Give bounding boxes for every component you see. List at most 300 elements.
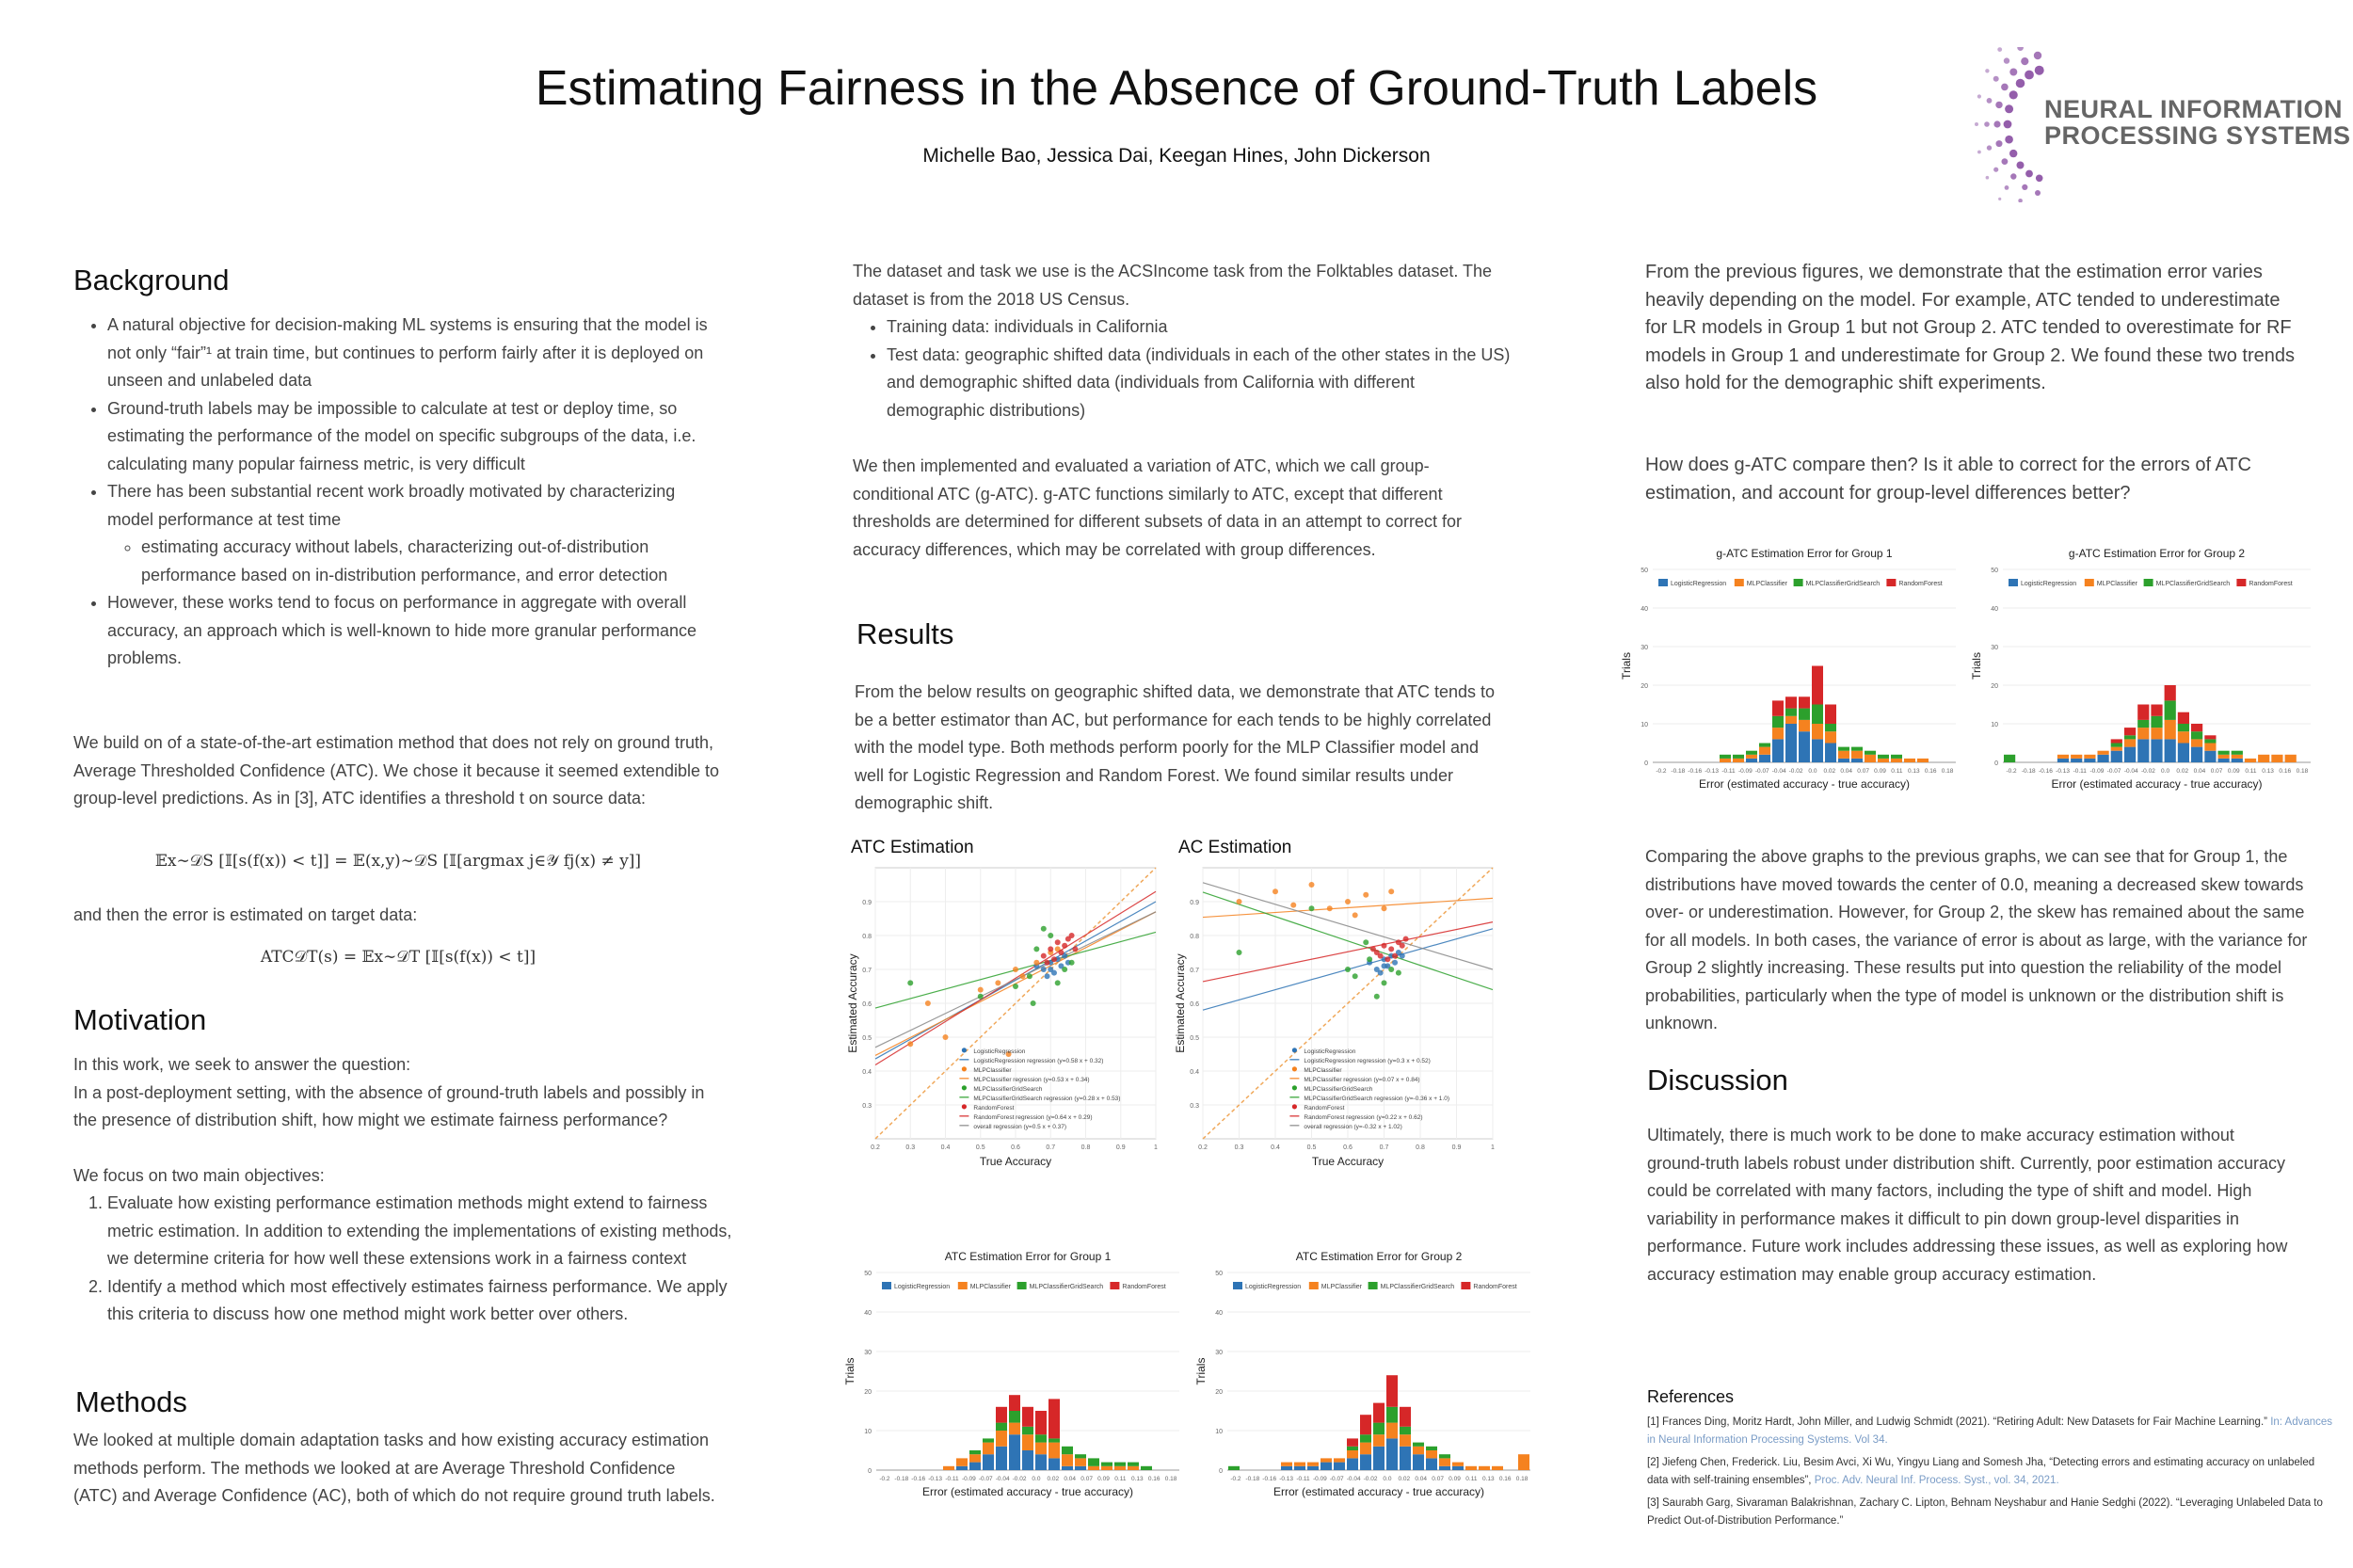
histogram-bar (1035, 1434, 1047, 1442)
histogram-bar (1851, 759, 1863, 762)
histogram-bar (2137, 720, 2149, 728)
x-tick-label: 0.0 (1808, 768, 1817, 775)
histogram-bar (2178, 731, 2189, 743)
data-point (978, 994, 984, 1000)
logo-dot (2005, 136, 2013, 144)
atc-error-group2-histogram (1193, 1244, 1542, 1517)
data-point (925, 1000, 931, 1006)
data-point (1055, 939, 1061, 945)
x-tick-label: 0.16 (1924, 768, 1937, 775)
data-point (1309, 882, 1315, 888)
histogram-bar (996, 1431, 1007, 1447)
histogram-bar (1838, 759, 1849, 762)
data-point (907, 1041, 913, 1047)
x-tick-label: 0.4 (1271, 1144, 1280, 1151)
legend-label: RandomForest (973, 1104, 1015, 1112)
histogram-bar (1048, 1399, 1060, 1438)
background-heading: Background (73, 264, 230, 296)
reference-1 (1647, 1414, 2334, 1449)
x-tick-label: -0.04 (2123, 768, 2138, 775)
legend-label: LogisticRegression regression (y=0.3 x + 0.52) (1304, 1057, 1431, 1064)
logo-dot (1975, 122, 1978, 126)
x-tick-label: 0.13 (1130, 1476, 1144, 1482)
histogram-bar (1048, 1438, 1060, 1442)
x-tick-label: 0.13 (2262, 768, 2274, 775)
atc-estimation-scatter (845, 830, 1175, 1190)
histogram-bar (2218, 759, 2230, 762)
data-point (1237, 950, 1242, 955)
histogram-bar (1759, 747, 1770, 755)
histogram-title: g-ATC Estimation Error for Group 2 (2068, 547, 2246, 560)
legend-label: MLPClassifierGridSearch regression (y=0.28 x + 0.53) (973, 1095, 1121, 1102)
y-axis-label: Trials (1970, 652, 1983, 680)
histogram-bar (1321, 1463, 1332, 1470)
x-tick-label: -0.18 (1245, 1476, 1260, 1482)
histogram-bar (1373, 1447, 1385, 1470)
gatc-error-group1-histogram (1619, 541, 1967, 809)
x-tick-label: -0.09 (961, 1476, 976, 1482)
logo-dot (2035, 66, 2044, 75)
histogram-bar (2151, 739, 2162, 762)
data-point (1069, 960, 1075, 966)
x-tick-label: -0.02 (1363, 1476, 1378, 1482)
histogram-bar (1891, 759, 1902, 762)
question-paragraph: How does g-ATC compare then? Is it able to correct for the errors of ATC estimation, and account for group-level differences better? (1645, 455, 2251, 504)
bg-bullet-3 (107, 478, 723, 589)
bg-bullet-2: • Ground-truth labels may be impossible to calculate at test or deploy time, so estimating the performance of the model on specific subgroups of the data, i.e. calculating many popular fairness metric, is very difficult (107, 395, 723, 479)
legend-label: MLPClassifierGridSearch (1304, 1085, 1373, 1093)
y-tick-label: 0 (1644, 760, 1648, 767)
legend-label: MLPClassifier (1746, 581, 1787, 587)
data-point (1048, 946, 1053, 952)
x-tick-label: -0.13 (1705, 768, 1720, 775)
x-tick-label: 0.6 (1011, 1144, 1020, 1151)
histogram-bar (2151, 716, 2162, 728)
legend-swatch (1309, 1282, 1319, 1289)
histogram-bar (1917, 759, 1929, 762)
histogram-bar (1799, 720, 1810, 731)
histogram-bar (2137, 739, 2149, 762)
histogram-bar (1400, 1447, 1411, 1470)
histogram-bar (2191, 739, 2202, 746)
x-tick-label: 0.09 (1097, 1476, 1110, 1482)
histogram-bar (2111, 744, 2122, 747)
data-point (1353, 912, 1358, 918)
previous-figures-paragraph: From the previous figures, we demonstrate that the estimation error varies heavily depending on the model. For example, ATC tended to underestimate for LR models in Group 1 but not Group 2. ATC tended to overestimate for RF models in Group 1 and underestimate for Group 2. We found these two trends also hold for the demographic shift experiments. (1645, 262, 2296, 393)
x-tick-label: -0.04 (1346, 1476, 1361, 1482)
histogram-title: g-ATC Estimation Error for Group 1 (1716, 547, 1893, 560)
histogram-bar (1035, 1443, 1047, 1455)
data-point (1382, 963, 1387, 968)
x-tick-label: -0.13 (1279, 1476, 1294, 1482)
atc-threshold-formula: 𝔼x∼𝒟S [𝕀[s(f(x)) < t]] = 𝔼(x,y)∼𝒟S [𝕀[argmax j∈𝒴 fj(x) ≠ y]] (154, 852, 642, 871)
legend-label: MLPClassifier (2096, 581, 2137, 587)
histogram-bar (956, 1458, 968, 1465)
x-tick-label: 0.16 (1498, 1476, 1512, 1482)
legend-label: MLPClassifier regression (y=0.07 x + 0.84) (1304, 1076, 1420, 1083)
histogram-bar (2165, 700, 2176, 720)
y-tick-label: 0.5 (862, 1035, 872, 1042)
histogram-bar (2165, 739, 2176, 762)
legend-swatch (1233, 1282, 1242, 1289)
x-tick-label: -0.04 (995, 1476, 1010, 1482)
data-point (1045, 973, 1050, 979)
gatc-paragraph: We then implemented and evaluated a variation of ATC, which we call group-conditional ATC (g-ATC). g-ATC functions similarly to ATC, except that different thresholds are determined for different subsets of data in an attempt to correct for accuracy differences, which may be correlated with group differences. (853, 456, 1463, 559)
histogram-bar (1048, 1458, 1060, 1470)
legend-marker (1292, 1085, 1297, 1090)
legend-swatch (2144, 579, 2153, 586)
x-tick-label: 0.18 (1164, 1476, 1177, 1482)
histogram-bar (1759, 744, 1770, 747)
histogram-bar (1360, 1454, 1371, 1470)
legend-label: MLPClassifier regression (y=0.53 x + 0.34) (973, 1076, 1090, 1083)
histogram-bar (1812, 724, 1823, 739)
histogram-bar (1772, 716, 1784, 728)
histogram-bar (1799, 696, 1810, 708)
histogram-bar (2178, 712, 2189, 724)
logo-text (2044, 96, 2351, 149)
x-tick-label: 0.16 (2279, 768, 2292, 775)
legend-label: RandomForest (1898, 581, 1943, 587)
x-tick-label: 0.0 (1032, 1476, 1041, 1482)
logo-dot (1985, 69, 1989, 72)
histogram-bar (1294, 1463, 1305, 1466)
logo-dot (2017, 47, 2024, 51)
legend-swatch (1017, 1282, 1027, 1289)
x-tick-label: 0.8 (1080, 1144, 1091, 1151)
data-point (978, 987, 984, 993)
x-tick-label: 0.07 (1432, 1476, 1444, 1482)
logo-dot (2010, 173, 2016, 179)
histogram-bar (2271, 755, 2282, 762)
x-tick-label: 0.7 (1046, 1144, 1056, 1151)
logo-dot (2036, 175, 2043, 183)
x-tick-label: 0.02 (2176, 768, 2189, 775)
logo-dot (1993, 76, 1999, 82)
data-point (1041, 967, 1047, 972)
y-tick-label: 0.8 (1190, 934, 1199, 940)
data-point (1400, 953, 1405, 959)
legend-swatch (1461, 1282, 1470, 1289)
legend-swatch (2236, 579, 2246, 586)
histogram-bar (2084, 759, 2095, 762)
histogram-bar (1426, 1450, 1437, 1458)
logo-dot (2004, 120, 2012, 129)
x-tick-label: -0.09 (1737, 768, 1753, 775)
histogram-bar (1022, 1450, 1033, 1470)
legend-swatch (1110, 1282, 1119, 1289)
data-point (1363, 939, 1369, 945)
legend-label: LogisticRegression regression (y=0.58 x + 0.32) (973, 1057, 1104, 1064)
discussion-heading: Discussion (1647, 1064, 1788, 1096)
y-tick-label: 50 (1215, 1271, 1223, 1277)
data-point (1370, 946, 1376, 952)
histogram-bar (2111, 751, 2122, 762)
data-point (907, 980, 913, 985)
objective-2: 2. Identify a method which most effectively estimates fairness performance. We apply this criteria to discuss how one method might work better over others. (107, 1273, 732, 1329)
x-axis-label: Error (estimated accuracy - true accuracy) (2051, 777, 2263, 791)
legend-marker (962, 1066, 967, 1071)
data-point (1273, 888, 1278, 894)
x-tick-label: -0.09 (2089, 768, 2105, 775)
y-axis-label: Estimated Accuracy (846, 953, 859, 1053)
y-tick-label: 10 (1215, 1429, 1223, 1435)
x-tick-label: 0.18 (1515, 1476, 1529, 1482)
histogram-bar (1825, 731, 1836, 743)
histogram-bar (1386, 1375, 1398, 1407)
x-tick-label: -0.2 (2006, 768, 2017, 775)
logo-dot (2005, 104, 2013, 113)
logo-line2: PROCESSING SYSTEMS (2044, 121, 2351, 150)
data-point (1367, 956, 1372, 962)
histogram-bar (1426, 1458, 1437, 1470)
histogram-bar (2124, 735, 2136, 739)
histogram-bar (1360, 1443, 1371, 1455)
x-tick-label: 1 (1491, 1144, 1495, 1151)
x-tick-label: -0.16 (1688, 768, 1703, 775)
legend-label: RandomForest regression (y=0.64 x + 0.29) (973, 1113, 1093, 1121)
y-tick-label: 0.9 (862, 900, 872, 906)
histogram-bar (1812, 666, 1823, 705)
histogram-bar (996, 1447, 1007, 1470)
histogram-bar (2204, 735, 2216, 739)
histogram-bar (1413, 1454, 1424, 1470)
histogram-bar (1321, 1458, 1332, 1462)
y-tick-label: 0 (868, 1468, 872, 1475)
histogram-bar (1075, 1458, 1086, 1465)
logo-dot (1987, 98, 1993, 104)
data-point (1290, 903, 1296, 908)
x-tick-label: 0.6 (1343, 1144, 1353, 1151)
legend-label: MLPClassifierGridSearch (973, 1085, 1043, 1093)
histogram-bar (1035, 1411, 1047, 1434)
legend-swatch (1369, 1282, 1378, 1289)
histogram-bar (969, 1454, 981, 1462)
histogram-bar (1009, 1423, 1020, 1435)
x-tick-label: -0.09 (1312, 1476, 1327, 1482)
y-tick-label: 0 (1994, 760, 1998, 767)
dataset-section (853, 258, 1512, 424)
legend-label: LogisticRegression (1304, 1048, 1356, 1055)
x-tick-label: 0.02 (1823, 768, 1836, 775)
histogram-bar (1062, 1447, 1073, 1454)
x-tick-label: 0.11 (2245, 768, 2257, 775)
data-point (1382, 980, 1387, 985)
histogram-bar (2137, 705, 2149, 720)
histogram-bar (1307, 1463, 1319, 1466)
histogram-bar (1825, 705, 1836, 725)
x-tick-label: 0.18 (1941, 768, 1954, 775)
histogram-bar (2232, 751, 2243, 755)
histogram-bar (969, 1463, 981, 1470)
x-tick-label: -0.07 (2106, 768, 2121, 775)
objective-1: 1. Evaluate how existing performance estimation methods might extend to fairness metric estimation. In addition to extending the implementations of existing methods, we determine criteria for how well these extensions work in a fairness context (107, 1190, 732, 1273)
legend-label: RandomForest regression (y=0.22 x + 0.62) (1304, 1113, 1423, 1121)
x-tick-label: -0.11 (1296, 1476, 1310, 1482)
histogram-bar (1759, 755, 1770, 762)
scatter-title: AC Estimation (1178, 838, 1292, 857)
histogram-bar (1022, 1434, 1033, 1450)
histogram-bar (2137, 728, 2149, 739)
histogram-bar (2285, 755, 2297, 762)
legend-label: RandomForest (2249, 581, 2293, 587)
logo-dot (1984, 121, 1990, 127)
data-point (943, 1034, 949, 1040)
legend-label: overall regression (y=-0.32 x + 1.02) (1304, 1123, 1402, 1130)
x-tick-label: 0.9 (1451, 1144, 1462, 1151)
build-paragraph: We build on of a state-of-the-art estimation method that does not rely on ground truth, Average Thresholded Confidence (ATC). We chose it because it seemed extendible to group-level predictions. As in [3], ATC identifies a threshold t on source data: (73, 733, 720, 808)
histogram-bar (1838, 747, 1849, 751)
legend-label: MLPClassifier (969, 1284, 1011, 1290)
x-tick-label: 0.3 (1234, 1144, 1244, 1151)
histogram-bar (1114, 1466, 1126, 1470)
x-tick-label: -0.16 (2039, 768, 2053, 775)
x-tick-label: -0.02 (2141, 768, 2155, 775)
histogram-bar (996, 1407, 1007, 1423)
histogram-bar (2004, 755, 2015, 762)
histogram-bar (1294, 1466, 1305, 1470)
histogram-bar (1720, 755, 1731, 759)
histogram-bar (1347, 1458, 1358, 1470)
histogram-bar (1088, 1466, 1099, 1470)
background-section (73, 312, 723, 673)
histogram-bar (1785, 709, 1797, 716)
results-paragraph: From the below results on geographic shifted data, we demonstrate that ATC tends to be a better estimator than AC, but performance for each tends to be highly correlated with the model type. Both methods perform poorly for the MLP Classifier model and well for Logistic Regression and Random Forest. We found similar results under demographic shift. (855, 682, 1496, 812)
data-point (1309, 905, 1315, 911)
methods-heading: Methods (75, 1385, 187, 1418)
reference-1-text: [1] Frances Ding, Moritz Hardt, John Miller, and Ludwig Schmidt (2021). “Retiring Adult: New Datasets for Fair Machine Learning.” (1647, 1416, 2267, 1428)
legend-swatch (2085, 579, 2094, 586)
logo-dot (2004, 57, 2009, 63)
histogram-bar (2232, 755, 2243, 759)
x-axis-label: True Accuracy (979, 1155, 1052, 1168)
reference-2-link[interactable]: Proc. Adv. Neural Inf. Process. Syst., vol. 34, 2021. (1814, 1475, 2059, 1486)
histogram-bar (1720, 759, 1731, 762)
logo-dot (1993, 120, 2000, 127)
scatter-title: ATC Estimation (851, 838, 974, 857)
histogram-bar (1746, 751, 1757, 755)
data-point (1345, 899, 1351, 904)
histogram-bar (1400, 1407, 1411, 1427)
logo-dot (2009, 69, 2017, 76)
data-point (1353, 973, 1358, 979)
histogram-bar (1048, 1443, 1060, 1459)
x-axis-label: Error (estimated accuracy - true accuracy) (1273, 1485, 1485, 1498)
dataset-bullets (853, 313, 1512, 424)
x-axis-label: True Accuracy (1311, 1155, 1385, 1168)
data-point (1385, 956, 1390, 962)
references-list (1647, 1414, 2334, 1530)
y-tick-label: 20 (1641, 683, 1648, 690)
histogram-bar (2218, 755, 2230, 759)
x-tick-label: -0.16 (911, 1476, 926, 1482)
logo-dot (2035, 190, 2041, 196)
histogram-bar (1281, 1466, 1292, 1470)
histogram-bar (2178, 744, 2189, 763)
histogram-bar (1413, 1443, 1424, 1447)
y-tick-label: 0 (1219, 1468, 1223, 1475)
data-point (1041, 926, 1047, 932)
author-list: Michelle Bao, Jessica Dai, Keegan Hines, John Dickerson (922, 145, 1431, 167)
x-tick-label: 0.0 (1383, 1476, 1392, 1482)
y-tick-label: 0.9 (1190, 900, 1199, 906)
y-tick-label: 0.7 (1190, 968, 1199, 974)
legend-marker (962, 1085, 967, 1090)
x-tick-label: 0.04 (1415, 1476, 1428, 1482)
histogram-bar (1022, 1427, 1033, 1434)
x-tick-label: -0.07 (978, 1476, 993, 1482)
histogram-bar (1799, 731, 1810, 762)
histogram-bar (1733, 759, 1744, 762)
histogram-bar (1772, 739, 1784, 762)
data-point (1033, 960, 1039, 966)
legend-swatch (2009, 579, 2018, 586)
x-tick-label: -0.2 (1230, 1476, 1241, 1482)
x-tick-label: -0.2 (1656, 768, 1667, 775)
x-tick-label: 0.13 (1907, 768, 1920, 775)
histogram-bar (1492, 1466, 1503, 1470)
histogram-bar (2098, 755, 2109, 762)
motivation-line1: In this work, we seek to answer the question: (73, 1055, 411, 1074)
data-point (1027, 973, 1032, 979)
legend-swatch (1794, 579, 1803, 586)
data-point (1051, 956, 1057, 962)
data-point (1378, 970, 1384, 976)
histogram-bar (1386, 1438, 1398, 1470)
reference-1-link[interactable]: In: Advances in Neural Information Processing Systems. Vol 34. (1647, 1416, 2333, 1446)
y-tick-label: 40 (1991, 606, 1998, 613)
y-tick-label: 30 (1215, 1350, 1223, 1356)
logo-dot (2009, 90, 2018, 99)
legend-swatch (1886, 579, 1896, 586)
histogram-bar (2245, 759, 2256, 762)
y-tick-label: 0.6 (1190, 1001, 1199, 1008)
y-tick-label: 0.3 (862, 1103, 872, 1110)
x-tick-label: 0.9 (1115, 1144, 1126, 1151)
histogram-bar (1838, 751, 1849, 759)
x-tick-label: -0.11 (1721, 768, 1736, 775)
logo-dot (2034, 52, 2041, 59)
legend-label: RandomForest (1304, 1104, 1345, 1112)
x-tick-label: 1 (1154, 1144, 1158, 1151)
histogram-bar (1009, 1395, 1020, 1411)
y-axis-label: Trials (1194, 1357, 1208, 1385)
logo-dot (1977, 151, 1981, 154)
reference-2-text: [2] Jiefeng Chen, Frederick. Liu, Besim Avci, Xi Wu, Yingyu Liang and Somesh Jha, “Detecting errors and estimating accuracy on unlabeled data with self-training ensembles”, (1647, 1457, 2315, 1486)
histogram-bar (1400, 1427, 1411, 1434)
histogram-bar (1812, 739, 1823, 762)
data-point (1345, 967, 1351, 972)
legend-label: LogisticRegression (1245, 1284, 1302, 1290)
data-point (1396, 970, 1401, 976)
legend-marker (962, 1104, 967, 1109)
legend-marker (1292, 1048, 1297, 1052)
x-tick-label: 0.8 (1416, 1144, 1425, 1151)
y-tick-label: 0.3 (1190, 1103, 1199, 1110)
x-tick-label: 0.07 (1857, 768, 1869, 775)
histogram-bar (1812, 705, 1823, 725)
data-point (1041, 953, 1047, 959)
bg-bullet-4: • However, these works tend to focus on performance in aggregate with overall accuracy, an approach which is well-known to hide more granular performance problems. (107, 589, 723, 673)
x-axis-label: Error (estimated accuracy - true accuracy) (921, 1485, 1134, 1498)
discussion-paragraph: Ultimately, there is much work to be done to make accuracy estimation without ground-truth labels robust under distribution shift. Currently, poor estimation accuracy could be correlated with many factors, including the type of shift and model. High variability in performance makes it difficult to pin down group-level disparities in performance. Future work includes addressing these issues, as well as exploring how accuracy estimation may enable group accuracy estimation. (1647, 1126, 2288, 1284)
x-tick-label: 0.07 (1080, 1476, 1093, 1482)
histogram-bar (2151, 728, 2162, 739)
dataset-bullet-1: • Training data: individuals in California (887, 313, 1512, 342)
histogram-title: ATC Estimation Error for Group 1 (944, 1250, 1112, 1263)
histogram-bar (1865, 755, 1876, 762)
logo-dot (2018, 199, 2023, 202)
